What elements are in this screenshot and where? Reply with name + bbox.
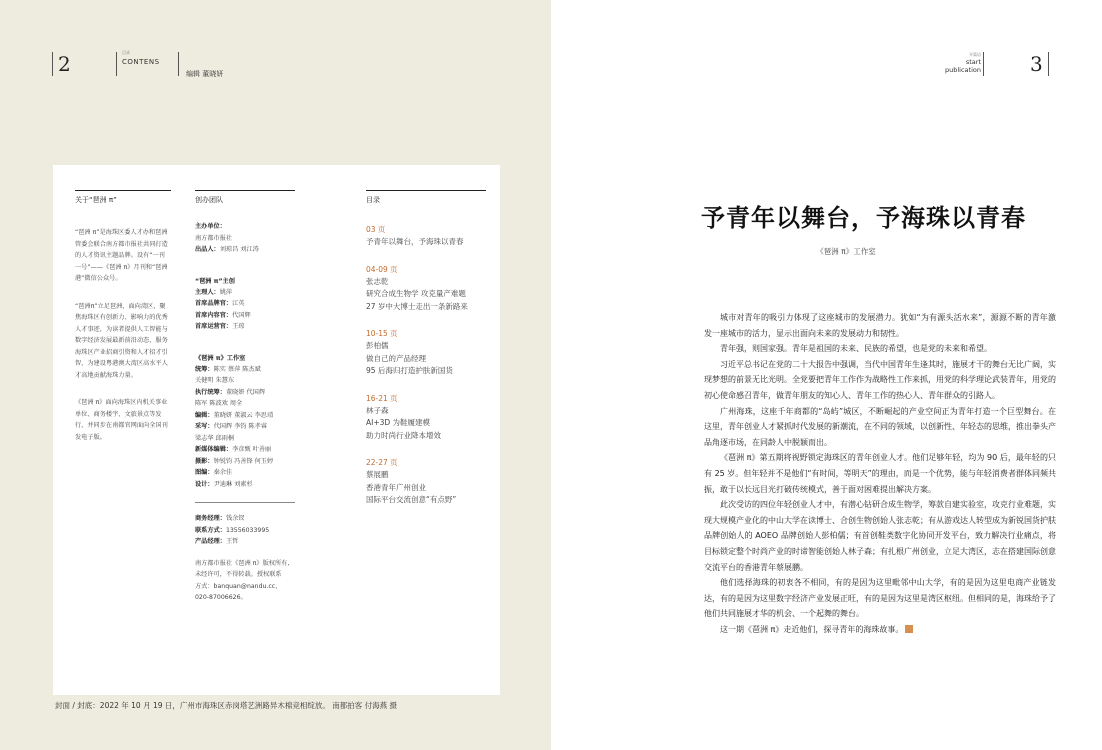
role-label: 产品经理： bbox=[195, 538, 226, 545]
role-label: 首席内容官： bbox=[195, 311, 233, 319]
role-label: 商务经理： bbox=[195, 515, 226, 522]
role-value: 董晓妍 代国辉 bbox=[225, 388, 266, 396]
toc-entry[interactable] bbox=[366, 263, 486, 314]
role-label: 首席运营官： bbox=[195, 323, 233, 330]
about-paragraph: 《琶洲 π》面向海珠区内机关事业单位、商务楼宇、文旅景点等发行，并同步在南都官网面向全国刊发电子版。 bbox=[75, 399, 168, 441]
section-label: CONTENS bbox=[122, 58, 160, 66]
toc-page: 22-27 页 bbox=[366, 458, 398, 467]
role-label: 设计： bbox=[195, 480, 214, 488]
article-paragraph: 广州海珠，这座千年商都的“岛屿”城区，不断崛起的产业空间正为青年打造一个巨型舞台。在这里，青年创业人才紧抓时代发展的新潮流，在不同的领域，以创新性、年轻态的思维，推出拳头产品角逐市场，在同龄人中脱颖而出。 bbox=[704, 406, 1056, 447]
team-group-title: 《琶洲 π》工作室 bbox=[195, 354, 246, 362]
publisher-label: 出品人： bbox=[195, 246, 220, 253]
role-label: 主理人： bbox=[195, 288, 220, 296]
contact-phone: 13556033995 bbox=[225, 526, 270, 534]
article-paragraph: 习近平总书记在党的二十大报告中强调，当代中国青年生逢其时，施展才干的舞台无比广阔，实现梦想的前景无比光明。全党要把青年工作作为战略性工作来抓，用党的科学理论武装青年，用党的初心使命感召青年，做青年朋友的知心人、青年工作的热心人、青年群众的引路人。 bbox=[704, 359, 1056, 400]
toc-entry[interactable] bbox=[366, 223, 486, 249]
toc-column bbox=[366, 190, 486, 507]
team-group-2 bbox=[195, 353, 295, 491]
article-paragraph: 此次受访的四位年轻创业人才中，有潜心钻研合成生物学，筹款自建实验室，攻克行业难题，实现大规模产业化的中山大学在读博士、合创生物创始人张志乾；有从游戏达人转型成为新锐国货护肤品牌创始人的 AOEO 品牌创始人彭柏儒；有首创鞋类数字化协同开发平台，致力解决行业痛点，将目标锁定整个时尚产业的时谛智能创始人林子森；有扎根广州创业，立足大湾区，志在搭建国际创意交流平台的香港青年蔡展鹏。 bbox=[704, 500, 1056, 572]
section-label-small: 开篇语 bbox=[969, 52, 981, 57]
role-value: 江英 bbox=[232, 300, 245, 307]
about-title: 关于“琶洲 π” bbox=[75, 190, 171, 205]
team-title: 创办团队 bbox=[195, 190, 295, 205]
toc-line: 助力时尚行业降本增效 bbox=[366, 430, 441, 440]
role-label: 摄影： bbox=[195, 457, 214, 465]
role-value: 代国辉 bbox=[232, 311, 251, 319]
organizer-row bbox=[195, 221, 295, 256]
team-group-1 bbox=[195, 276, 295, 333]
copyright-line: 未经许可，不得转载。授权联系 bbox=[195, 571, 282, 578]
toc-line: 林子森 bbox=[366, 405, 389, 415]
divider bbox=[178, 52, 179, 76]
article-headline: 予青年以舞台，予海珠以青春 bbox=[701, 204, 1026, 232]
section-label bbox=[931, 58, 981, 74]
about-paragraph: “琶洲 π”是海珠区委人才办和琶洲管委会联合南方都市报社共同打造的人才资讯主题品牌。设有“一刊一号”——《琶洲 π》月刊和“琶洲港”微信公众号。 bbox=[75, 229, 168, 282]
toc-line: 予青年以舞台，予海珠以青春 bbox=[366, 237, 464, 246]
article-paragraph: 他们选择海珠的初衷各不相同，有的是因为这里毗邻中山大学，有的是因为这里电商产业链发达，有的是因为这里数字经济产业发展正旺，有的是因为这里是湾区枢纽。但相同的是，海珠给予了他们共同施展才华的机会、一个起舞的舞台。 bbox=[704, 578, 1056, 619]
toc-entry[interactable] bbox=[366, 456, 486, 507]
divider bbox=[52, 52, 53, 76]
role-value: 陈军 陈波欢 周全 bbox=[195, 400, 243, 407]
role-label: 统筹： bbox=[195, 365, 214, 373]
role-value: 王琼 bbox=[232, 323, 245, 330]
divider bbox=[116, 52, 117, 76]
toc-page: 16-21 页 bbox=[366, 393, 398, 403]
editor-credit: 编辑 董晓妍 bbox=[186, 70, 224, 78]
toc-line: AI+3D 为鞋履建模 bbox=[366, 418, 431, 427]
role-label: 新媒体编辑： bbox=[195, 446, 233, 453]
role-label: 执行统筹： bbox=[195, 388, 226, 396]
toc-line: 做自己的产品经理 bbox=[366, 353, 426, 363]
article-paragraph: 城市对青年的吸引力体现了这座城市的发展潜力。犹如“为有源头活水来”，源源不断的青年激发一座城市的活力，显示出面向未来的发展动力和韧性。 bbox=[704, 313, 1056, 338]
role-value: 关健明 朱慧东 bbox=[195, 377, 235, 384]
toc-line: 国际平台交流创意“有点野” bbox=[366, 495, 457, 504]
toc-page: 04-09 页 bbox=[366, 264, 398, 274]
toc-line: 研究合成生物学 攻克量产难题 bbox=[366, 289, 466, 298]
role-label: 联系方式： bbox=[195, 526, 226, 534]
role-value: 李彦甄 叶善丽 bbox=[232, 446, 272, 453]
article-closing-text: 这一期《琶洲 π》走近他们，探寻青年的海珠故事。 bbox=[720, 624, 904, 634]
about-column bbox=[75, 190, 171, 443]
divider bbox=[1048, 52, 1049, 76]
role-value: 代国辉 李钧 陈孝睿 bbox=[213, 423, 267, 430]
divider bbox=[195, 502, 295, 503]
toc-page: 03 页 bbox=[366, 225, 386, 234]
toc-entry[interactable] bbox=[366, 327, 486, 378]
article-paragraph-last bbox=[704, 622, 1056, 638]
role-value: 董晓妍 董淑云 李思靖 bbox=[213, 411, 274, 419]
section-label-small: 目录 bbox=[122, 50, 130, 55]
role-value: 王哲 bbox=[225, 538, 239, 545]
business-contacts bbox=[195, 513, 295, 548]
divider bbox=[983, 52, 984, 76]
toc-line: 27 岁中大博士走出一条新路来 bbox=[366, 301, 468, 311]
copyright-notice bbox=[195, 558, 295, 604]
end-mark-icon bbox=[905, 625, 913, 633]
article-paragraph: 《琶洲 π》第五期将视野锁定海珠区的青年创业人才。他们足够年轻，均为 90 后，最年轻的只有 25 岁。但年轻并不是他们“有时间，等明天”的理由，而是一个优势，能与年轻消费者群体同频共振，敢于以长远目光打破传统模式，善于面对困难提出解决方案。 bbox=[704, 453, 1056, 494]
article-byline: 《琶洲 π》工作室 bbox=[816, 247, 876, 256]
copyright-line: 020-87006626。 bbox=[195, 594, 247, 601]
toc-title: 目录 bbox=[366, 190, 486, 205]
toc-entry[interactable] bbox=[366, 392, 486, 443]
role-label: 采写： bbox=[195, 423, 214, 430]
role-label: 编辑： bbox=[195, 411, 214, 419]
role-value: 姚萍 bbox=[219, 288, 233, 296]
contents-card bbox=[53, 165, 500, 695]
toc-line: 香港青年广州创业 bbox=[366, 482, 426, 492]
role-value: 尹迪琳 刘素杉 bbox=[213, 480, 253, 488]
copyright-line: 方式：banquan@nandu.cc， bbox=[195, 582, 282, 590]
cover-caption: 封面 / 封底：2022 年 10 月 19 日，广州市海珠区赤岗塔艺洲路异木棉竞相绽放。 南都拍客 付海燕 摄 bbox=[55, 701, 398, 710]
section-label-line: start bbox=[965, 58, 981, 66]
toc-line: 张志乾 bbox=[366, 276, 389, 286]
about-paragraph: “琶洲π”立足琶洲，面向湾区，聚焦海珠区有创新力、影响力的优秀人才事迹，为读者提供人工智能与数字经济发展最新前沿动态，服务海珠区产业招商引资和人才招才引智，为建设粤港澳大湾区高水平人才高地贡献海珠力量。 bbox=[75, 302, 168, 379]
toc-line: 彭柏儒 bbox=[366, 341, 389, 350]
role-value: 秦余佳 bbox=[213, 469, 233, 476]
toc-line: 蔡展鹏 bbox=[366, 470, 389, 479]
page-number-right: 3 bbox=[1030, 52, 1043, 76]
article-body bbox=[704, 310, 1056, 637]
team-column bbox=[195, 190, 295, 604]
copyright-line: 南方都市报社《琶洲 π》版权所有, bbox=[195, 559, 290, 567]
organizer-value: 南方都市报社 bbox=[195, 234, 233, 242]
role-label: 首席品牌官： bbox=[195, 300, 233, 307]
role-value: 钱余钗 bbox=[225, 515, 245, 522]
role-label: 图编： bbox=[195, 469, 214, 476]
role-value: 钟锐钧 冯善锋 何玉婷 bbox=[213, 457, 274, 465]
team-group-title: “琶洲 π”主创 bbox=[195, 277, 235, 285]
role-value: 梁志华 邱雨桐 bbox=[195, 434, 235, 442]
toc-line: 95 后海归打造护肤新国货 bbox=[366, 366, 453, 375]
toc-page: 10-15 页 bbox=[366, 329, 398, 338]
right-page bbox=[551, 0, 1102, 750]
organizer-label: 主办单位： bbox=[195, 223, 226, 230]
publisher-value: 刘琼昌 刘江涛 bbox=[219, 246, 259, 253]
article-paragraph: 青年强，则国家强。青年是祖国的未来、民族的希望，也是党的未来和希望。 bbox=[720, 344, 992, 354]
page-number-left: 2 bbox=[58, 52, 71, 76]
section-label-line: publication bbox=[945, 66, 981, 74]
role-value: 陈实 蔡萍 陈杰斌 bbox=[213, 365, 261, 373]
